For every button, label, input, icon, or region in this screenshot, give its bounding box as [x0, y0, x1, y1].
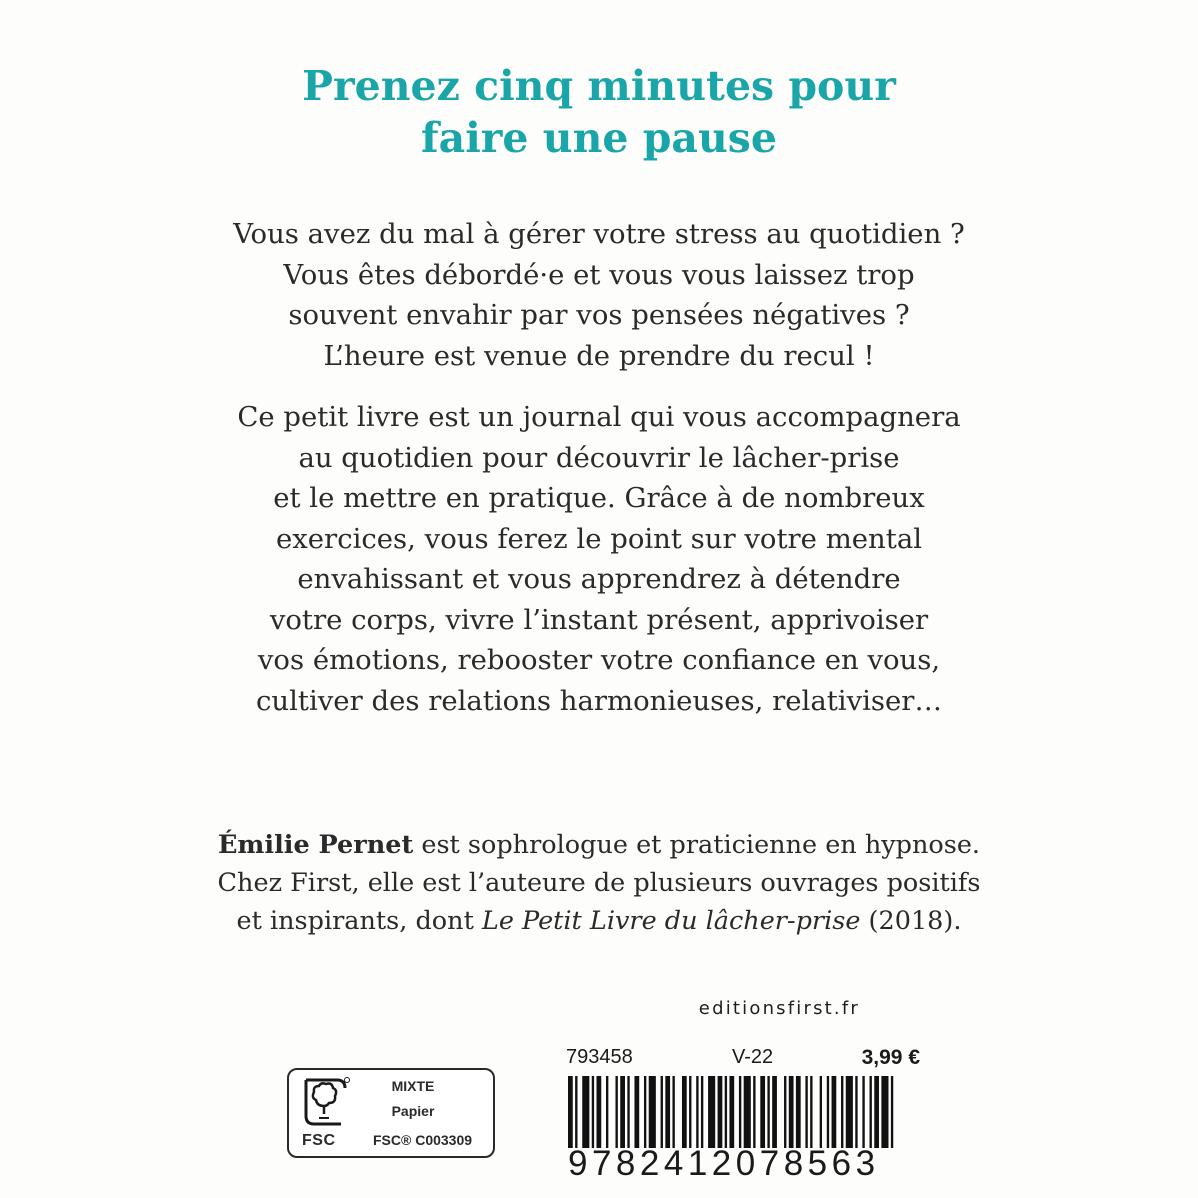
barcode-bar — [891, 1076, 893, 1148]
barcode-bar — [627, 1076, 629, 1148]
barcode-bar — [682, 1076, 687, 1148]
description-line: exercices, vous ferez le point sur votre mental — [275, 522, 923, 555]
description-line: votre corps, vivre l’instant présent, apprivoiser — [269, 603, 929, 636]
barcode-bar — [760, 1076, 765, 1148]
intro-paragraph — [0, 214, 1198, 376]
author-name: Émilie Pernet — [217, 830, 414, 860]
barcode-bar — [696, 1076, 698, 1148]
barcode-bar — [862, 1076, 864, 1148]
barcode-bar — [701, 1076, 703, 1148]
barcode-bar — [870, 1076, 872, 1148]
author-bio — [0, 826, 1198, 940]
author-bio-text: est sophrologue et praticienne en hypnose. — [413, 830, 981, 860]
author-bio-line-2: Chez First, elle est l’auteure de plusieurs ouvrages positifs — [217, 868, 981, 898]
author-bio-text: et inspirants, dont — [236, 906, 482, 936]
description-line: et le mettre en pratique. Grâce à de nombreux — [273, 482, 925, 514]
author-bio-text: (2018). — [860, 906, 962, 936]
fsc-label — [287, 1068, 495, 1158]
description-line: envahissant et vous apprendrez à détendre — [297, 563, 901, 595]
barcode-bar — [620, 1076, 625, 1148]
barcode-bar — [784, 1076, 786, 1148]
barcode-bar — [725, 1076, 727, 1148]
barcode-bar — [855, 1076, 857, 1148]
barcode-bar — [739, 1076, 741, 1148]
barcode-bar — [649, 1076, 656, 1148]
barcode-bar — [767, 1076, 769, 1148]
product-reference: 793458 — [566, 1046, 633, 1068]
title-line-2: faire une pause — [421, 114, 777, 162]
barcode-bar — [846, 1076, 853, 1148]
barcode-bar — [718, 1076, 723, 1148]
barcode-bar — [568, 1076, 573, 1148]
cover-title — [0, 60, 1198, 164]
barcode-bar — [820, 1076, 822, 1148]
description-paragraph — [0, 397, 1198, 721]
barcode-bar — [582, 1076, 589, 1148]
intro-line: Vous êtes débordé·e et vous vous laissez trop — [283, 258, 915, 291]
product-version: V-22 — [732, 1046, 774, 1068]
barcode-bar — [592, 1076, 594, 1148]
barcode-bar — [832, 1076, 837, 1148]
description-line: vos émotions, rebooster votre confiance en vous, — [257, 644, 941, 676]
fsc-code: FSC® C003309 — [373, 1132, 473, 1148]
description-line: Ce petit livre est un journal qui vous accompagnera — [237, 401, 961, 433]
barcode-bar — [881, 1076, 888, 1148]
barcode-bar — [606, 1076, 608, 1148]
barcode-bar — [634, 1076, 639, 1148]
barcode-bar — [827, 1076, 829, 1148]
barcode-bar — [596, 1076, 601, 1148]
fsc-text: FSC — [302, 1132, 336, 1149]
barcode-bar — [744, 1076, 751, 1148]
barcode-bar — [615, 1076, 617, 1148]
barcode-bar — [753, 1076, 755, 1148]
isbn-number: 9782412078563 — [568, 1144, 880, 1183]
barcode-bar — [708, 1076, 715, 1148]
intro-line: L’heure est venue de prendre du recul ! — [323, 339, 875, 372]
barcode-bar — [665, 1076, 670, 1148]
barcode-bar — [841, 1076, 843, 1148]
author-bio-line-1 — [0, 826, 1198, 864]
barcode — [568, 1076, 898, 1148]
publisher-website: editionsfirst.fr — [698, 998, 860, 1019]
barcode-bar — [689, 1076, 691, 1148]
fsc-mixte: MIXTE — [391, 1078, 435, 1094]
barcode-bar — [729, 1076, 734, 1148]
description-line: au quotidien pour découvrir le lâcher-prise — [298, 441, 900, 474]
fsc-tree-icon — [297, 1076, 351, 1132]
book-title-reference: Le Petit Livre du lâcher-prise — [481, 906, 861, 936]
author-bio-line-3 — [0, 902, 1198, 940]
intro-line: Vous avez du mal à gérer votre stress au quotidien ? — [233, 218, 965, 250]
description-line: cultiver des relations harmonieuses, relativiser… — [256, 684, 942, 717]
barcode-bar — [874, 1076, 879, 1148]
barcode-bar — [644, 1076, 646, 1148]
barcode-bar — [661, 1076, 663, 1148]
title-line-1: Prenez cinq minutes pour — [302, 62, 896, 110]
barcode-bar — [796, 1076, 801, 1148]
barcode-bar — [575, 1076, 577, 1148]
barcode-bar — [805, 1076, 807, 1148]
barcode-bar — [772, 1076, 777, 1148]
barcode-bar — [810, 1076, 812, 1148]
price: 3,99 € — [861, 1046, 920, 1069]
intro-line: souvent envahir par vos pensées négatives ? — [288, 299, 910, 331]
fsc-papier: Papier — [391, 1103, 435, 1119]
barcode-bar — [789, 1076, 794, 1148]
barcode-bar — [672, 1076, 674, 1148]
